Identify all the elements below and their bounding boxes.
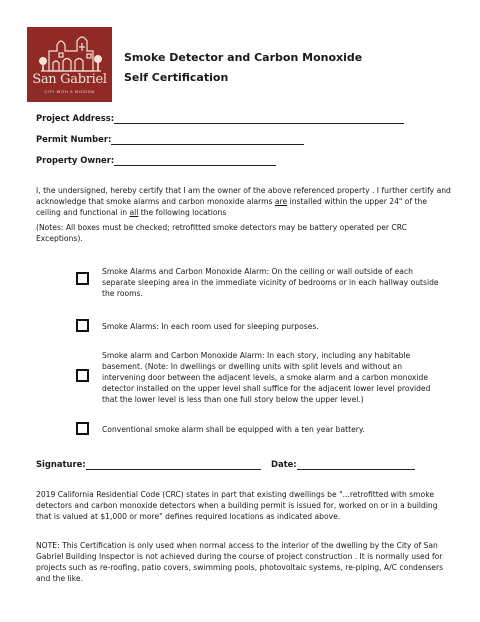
city-logo [27,27,112,102]
certify-text-2: installed within the upper 24" of the ceiling and functional in [36,197,428,217]
certify-text-1: I, the undersigned, hereby certify that I am the owner of the above referenced property . I further certify and acknowledge that smoke alarms and carbon monoxide alarms [36,186,451,206]
checklist-item-text: Conventional smoke alarm shall be equipped with a ten year battery. [102,425,365,434]
page-title [124,48,362,88]
project-address-line[interactable] [114,114,404,124]
mission-building-icon [27,27,112,75]
notes-text: (Notes: All boxes must be checked; retrofitted smoke detectors may be battery operated per CRC Exceptions). [36,223,407,243]
title-line-1: Smoke Detector and Carbon Monoxide [124,51,363,64]
project-address-field[interactable] [36,113,404,124]
checklist-item-text: Smoke alarm and Carbon Monoxide Alarm: In each story, including any habitable basement. (Note: In dwellings or dwelling units with split levels and without an intervening door between the adjacent levels, a smoke alarm and a carbon monoxide detector installed on the upper level shall suffice for the adjacent lower level provided that the lower level is less than one full story below the upper level.) [102,351,431,404]
date-line[interactable] [297,460,415,470]
permit-number-line[interactable] [111,135,304,145]
signature-line[interactable] [86,460,261,470]
certify-all: all [129,208,139,217]
date-field[interactable] [271,459,415,470]
property-owner-field[interactable] [36,155,276,166]
signature-field[interactable] [36,459,261,470]
logo-tagline: CITY WITH A MISSION [44,90,95,94]
checklist-item-text: Smoke Alarms: In each room used for sleeping purposes. [102,322,319,331]
checkbox[interactable] [76,369,89,382]
certification-note: NOTE: This Certification is only used when normal access to the interior of the dwelling by the City of San Gabriel Building Inspector is not achieved during the course of project construction . It is normally used for projects such as re-roofing, patio covers, swimming pools, photovoltaic systems, re-piping, A/C condensers and the like. [36,541,444,583]
checkbox[interactable] [76,422,89,435]
logo-city-name: San Gabriel [32,72,107,87]
checkbox[interactable] [76,319,89,332]
date-label: Date: [271,459,297,469]
title-line-2: Self Certification [124,71,229,84]
certification-statement [36,185,452,218]
property-owner-line[interactable] [114,156,276,166]
checklist-item-text: Smoke Alarms and Carbon Monoxide Alarm: On the ceiling or wall outside of each separate sleeping area in the immediate vicinity of bedrooms or in each hallway outside the rooms. [102,267,439,298]
project-address-label: Project Address: [36,113,115,123]
signature-label: Signature: [36,459,86,469]
permit-number-field[interactable] [36,134,304,145]
certify-are: are [274,197,288,206]
crc-statement: 2019 California Residential Code (CRC) states in part that existing dwellings be "...retrofitted with smoke detectors and carbon monoxide detectors when a building permit is issued for, worked on or in a building that is valued at $1,000 or more" defines required locations as indicated above. [36,490,438,521]
permit-number-label: Permit Number: [36,134,112,144]
property-owner-label: Property Owner: [36,155,115,165]
checkbox[interactable] [76,272,89,285]
certify-text-3: the following locations [138,208,227,217]
